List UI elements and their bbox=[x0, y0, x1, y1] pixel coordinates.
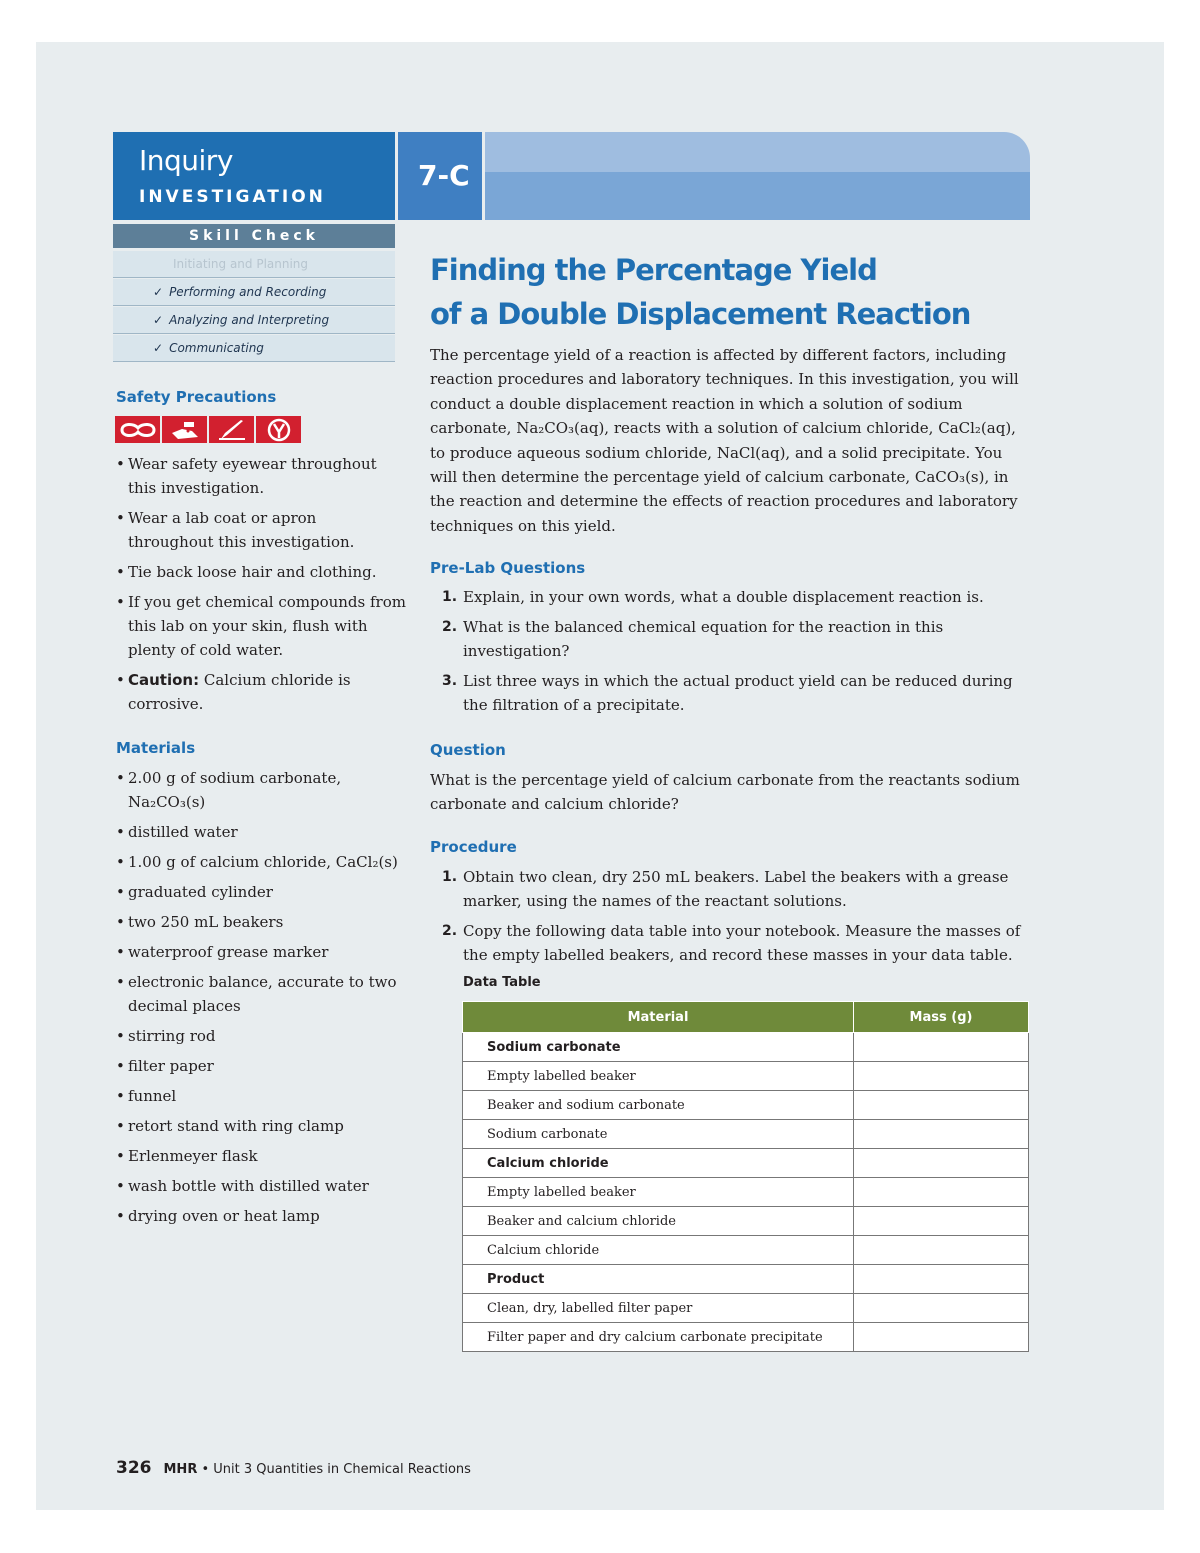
header-band-bottom bbox=[485, 172, 1030, 220]
skill-item bbox=[113, 279, 395, 306]
item-number: 3. bbox=[442, 673, 458, 689]
table-row bbox=[463, 1149, 1029, 1178]
skill-check-list bbox=[113, 251, 395, 363]
caution-label: Caution: bbox=[128, 671, 200, 689]
page-footer bbox=[116, 1458, 471, 1478]
checkmark-icon: ✓ bbox=[153, 313, 164, 327]
investigation-number-box bbox=[398, 132, 482, 220]
procedure-list bbox=[430, 865, 1030, 973]
mass-cell bbox=[854, 1178, 1029, 1207]
list-item bbox=[430, 865, 1030, 913]
question-text: What is the percentage yield of calcium carbonate from the reactants sodium carbonate and calcium chloride? bbox=[430, 771, 1020, 813]
skill-item-label: Performing and Recording bbox=[169, 285, 327, 299]
list-item bbox=[430, 919, 1030, 967]
lab-coat-icon bbox=[256, 416, 301, 443]
list-item: • graduated cylinder bbox=[116, 880, 406, 904]
list-item: • Wear safety eyewear throughout this investigation. bbox=[116, 452, 406, 500]
list-item bbox=[430, 585, 1030, 609]
material-cell: Empty labelled beaker bbox=[463, 1178, 854, 1207]
data-table-label: Data Table bbox=[463, 975, 541, 990]
title-line-1: Finding the Percentage Yield bbox=[430, 253, 877, 287]
list-item bbox=[116, 668, 406, 716]
table-row bbox=[463, 1236, 1029, 1265]
mass-cell bbox=[854, 1033, 1029, 1062]
material-cell: Sodium carbonate bbox=[463, 1120, 854, 1149]
publisher: MHR bbox=[163, 1462, 198, 1477]
item-text: Obtain two clean, dry 250 mL beakers. Label the beakers with a grease marker, using the names of the reactant solutions. bbox=[463, 868, 1009, 910]
material-cell: Product bbox=[463, 1265, 854, 1294]
item-text: Explain, in your own words, what a double displacement reaction is. bbox=[463, 588, 984, 606]
table-row bbox=[463, 1120, 1029, 1149]
investigation-number: 7-C bbox=[418, 159, 470, 192]
material-cell: Calcium chloride bbox=[463, 1149, 854, 1178]
checkmark-icon: ✓ bbox=[153, 285, 164, 299]
list-item: • stirring rod bbox=[116, 1024, 406, 1048]
intro-paragraph: The percentage yield of a reaction is affected by different factors, including reaction procedures and laboratory techniques. In this investigation, you will conduct a double displacement reaction in which a solution of sodium carbonate, Na₂CO₃(aq), reacts with a solution of calcium chloride, CaCl₂(aq), to produce aqueous sodium chloride, NaCl(aq), and a solid precipitate. You will then determine the percentage yield of calcium carbonate, CaCO₃(s), in the reaction and determine the effects of reaction procedures and laboratory techniques on this yield. bbox=[430, 346, 1019, 535]
table-header-row bbox=[463, 1002, 1029, 1033]
eye-protection-icon bbox=[115, 416, 160, 443]
item-number: 1. bbox=[442, 589, 458, 605]
page-number: 326 bbox=[116, 1458, 152, 1478]
column-header-material: Material bbox=[463, 1002, 854, 1033]
inquiry-title: Inquiry bbox=[139, 144, 233, 177]
material-cell: Clean, dry, labelled filter paper bbox=[463, 1294, 854, 1323]
material-cell: Beaker and sodium carbonate bbox=[463, 1091, 854, 1120]
prelab-list bbox=[430, 585, 1030, 723]
mass-cell bbox=[854, 1091, 1029, 1120]
item-number: 1. bbox=[442, 869, 458, 885]
title-line-2: of a Double Displacement Reaction bbox=[430, 297, 971, 331]
hand-wash-icon bbox=[162, 416, 207, 443]
caution-text: Calcium chloride is corrosive. bbox=[128, 671, 351, 713]
material-cell: Empty labelled beaker bbox=[463, 1062, 854, 1091]
footer-unit: Unit 3 Quantities in Chemical Reactions bbox=[213, 1462, 471, 1477]
mass-cell bbox=[854, 1323, 1029, 1352]
skill-item-label: Analyzing and Interpreting bbox=[169, 313, 330, 327]
materials-heading: Materials bbox=[116, 739, 196, 757]
mass-cell bbox=[854, 1265, 1029, 1294]
skill-item bbox=[113, 251, 395, 278]
mass-cell bbox=[854, 1294, 1029, 1323]
skill-check-title: Skill Check bbox=[113, 224, 395, 248]
table-row bbox=[463, 1207, 1029, 1236]
mass-cell bbox=[854, 1120, 1029, 1149]
skill-item bbox=[113, 335, 395, 362]
table-row bbox=[463, 1033, 1029, 1062]
list-item: • Tie back loose hair and clothing. bbox=[116, 560, 406, 584]
list-item: • waterproof grease marker bbox=[116, 940, 406, 964]
list-item: • wash bottle with distilled water bbox=[116, 1174, 406, 1198]
material-cell: Beaker and calcium chloride bbox=[463, 1207, 854, 1236]
list-item: • electronic balance, accurate to two decimal places bbox=[116, 970, 406, 1018]
list-item: • 1.00 g of calcium chloride, CaCl₂(s) bbox=[116, 850, 406, 874]
page-title bbox=[430, 248, 970, 336]
list-item: • If you get chemical compounds from this lab on your skin, flush with plenty of cold water. bbox=[116, 590, 406, 662]
item-text: List three ways in which the actual product yield can be reduced during the filtration of a precipitate. bbox=[463, 672, 1013, 714]
list-item bbox=[430, 669, 1030, 717]
list-item: • two 250 mL beakers bbox=[116, 910, 406, 934]
list-item: • distilled water bbox=[116, 820, 406, 844]
list-item: • retort stand with ring clamp bbox=[116, 1114, 406, 1138]
table-row bbox=[463, 1091, 1029, 1120]
materials-list bbox=[116, 766, 406, 1234]
item-text: What is the balanced chemical equation for the reaction in this investigation? bbox=[463, 618, 944, 660]
mass-cell bbox=[854, 1236, 1029, 1265]
corrosive-icon bbox=[209, 416, 254, 443]
checkmark-icon: ✓ bbox=[153, 341, 164, 355]
table-row bbox=[463, 1062, 1029, 1091]
mass-cell bbox=[854, 1149, 1029, 1178]
list-item: • Erlenmeyer flask bbox=[116, 1144, 406, 1168]
table-row bbox=[463, 1178, 1029, 1207]
investigation-label: INVESTIGATION bbox=[139, 187, 326, 207]
list-item: • funnel bbox=[116, 1084, 406, 1108]
item-text: Copy the following data table into your notebook. Measure the masses of the empty labelled beakers, and record these masses in your data table. bbox=[463, 922, 1021, 964]
safety-heading: Safety Precautions bbox=[116, 388, 277, 406]
mass-cell bbox=[854, 1207, 1029, 1236]
list-item: • filter paper bbox=[116, 1054, 406, 1078]
list-item bbox=[430, 615, 1030, 663]
table-row bbox=[463, 1265, 1029, 1294]
skill-item bbox=[113, 307, 395, 334]
header-band-top bbox=[485, 132, 1030, 172]
item-number: 2. bbox=[442, 923, 458, 939]
question-heading: Question bbox=[430, 741, 506, 759]
list-item: • drying oven or heat lamp bbox=[116, 1204, 406, 1228]
skill-item-label: Initiating and Planning bbox=[173, 257, 309, 271]
material-cell: Sodium carbonate bbox=[463, 1033, 854, 1062]
material-cell: Calcium chloride bbox=[463, 1236, 854, 1265]
item-number: 2. bbox=[442, 619, 458, 635]
safety-list bbox=[116, 452, 406, 722]
safety-icons bbox=[115, 416, 301, 443]
list-item: • 2.00 g of sodium carbonate, Na₂CO₃(s) bbox=[116, 766, 406, 814]
material-cell: Filter paper and dry calcium carbonate precipitate bbox=[463, 1323, 854, 1352]
table-row bbox=[463, 1323, 1029, 1352]
list-item: • Wear a lab coat or apron throughout this investigation. bbox=[116, 506, 406, 554]
column-header-mass: Mass (g) bbox=[854, 1002, 1029, 1033]
skill-item-label: Communicating bbox=[169, 341, 264, 355]
mass-cell bbox=[854, 1062, 1029, 1091]
table-row bbox=[463, 1294, 1029, 1323]
procedure-heading: Procedure bbox=[430, 838, 517, 856]
data-table bbox=[462, 1001, 1029, 1352]
prelab-heading: Pre-Lab Questions bbox=[430, 559, 586, 577]
inquiry-header bbox=[113, 132, 395, 220]
footer-separator: • bbox=[201, 1462, 210, 1477]
